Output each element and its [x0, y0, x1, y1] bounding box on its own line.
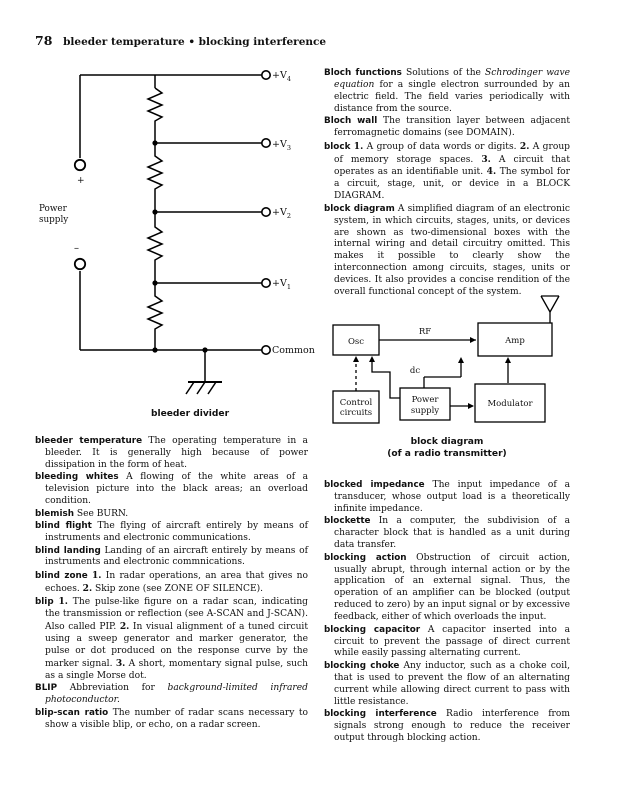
entry-text: The flying of aircraft entirely by means of instruments and electronic communications. [45, 521, 308, 544]
power-supply-label-1: Power [39, 204, 67, 214]
v1-label: $+V_1$ [272, 278, 291, 291]
dictionary-entry [35, 472, 308, 508]
entry-text: Abbreviation for [57, 683, 168, 694]
entry-text: In a computer, the subdivision of a character block that is handled as a unit during data transfer. [334, 516, 570, 551]
rf-label: RF [418, 327, 432, 337]
dictionary-entry [35, 570, 308, 596]
entry-text: Radio interference from signals strong enough to reduce the receiver output through blocking action. [334, 709, 570, 743]
entry-term: blocking interference [324, 709, 437, 720]
power-label-1: Power [411, 395, 439, 405]
entry-term: blockette [324, 516, 371, 527]
modulator-label: Modulator [487, 399, 533, 409]
dictionary-entry [324, 661, 570, 709]
dictionary-entry [35, 509, 308, 521]
v4-label: $+V_4$ [272, 70, 291, 83]
bleeder-divider-caption: bleeder divider [150, 409, 230, 419]
dictionary-entry [324, 480, 570, 516]
dictionary-entry [35, 546, 308, 570]
entry-text: 3. [481, 153, 491, 165]
dictionary-entry [324, 116, 570, 140]
entry-text: The symbol for a circuit, stage, unit, or device in a BLOCK DIAGRAM. [334, 167, 571, 202]
entry-text: A capacitor inserted into a circuit to prevent the passage of direct current while easily passing alternating current. [334, 624, 570, 659]
entry-text: See BURN. [73, 508, 129, 519]
entry-text: A flowing of the white areas of a television picture into the black areas; an overload condition. [45, 472, 308, 507]
amp-label: Amp [505, 336, 525, 346]
v3-label: $+V_3$ [272, 139, 291, 152]
entry-text: A group of data words or digits. [363, 141, 520, 152]
entry-term: bleeding whites [35, 472, 119, 483]
dictionary-entry [324, 709, 570, 745]
osc-label: Osc [347, 337, 365, 347]
entry-text: In radar operations, an area that gives no echoes. [45, 570, 308, 594]
entry-term: blemish [35, 508, 74, 519]
entry-text: 1. [353, 140, 364, 152]
entry-text: Schrodinger wave equation [334, 68, 570, 90]
entry-text: 2. [519, 140, 530, 152]
entry-term: blocking choke [324, 660, 400, 671]
entry-text: Landing of an aircraft entirely by means of instruments and electronic commnications. [45, 545, 308, 568]
entry-term: blip [35, 597, 54, 608]
dictionary-entry [324, 516, 570, 552]
right-column-top [324, 68, 570, 300]
entry-text: 2. [119, 621, 130, 633]
entry-text: In visual alignment of a tuned circuit using a sweep generator and marker generator, the pulse or dot produced on the response curve by the marker signal. [45, 622, 308, 669]
entry-text: The transition layer between adjacent ferromagnetic domains (see DOMAIN). [334, 116, 570, 139]
entry-text: 1. [91, 569, 102, 581]
block-diagram-caption [324, 436, 570, 460]
entry-text: background-limited infrared photoconductor. [45, 683, 308, 706]
entry-term: bleeder temperature [35, 436, 143, 446]
bleeder-divider-figure [0, 55, 315, 395]
entry-text: Skip zone (see ZONE OF SILENCE). [92, 583, 264, 594]
entry-term: blind zone [35, 570, 88, 581]
page-number: 78 [35, 33, 53, 48]
right-column-bottom [324, 480, 570, 746]
dictionary-entry [324, 625, 570, 661]
block-diagram-caption-line-2: (of a radio transmitter) [387, 449, 507, 459]
v2-label: $+V_2$ [272, 207, 291, 220]
entry-text: A short, momentary signal pulse, such as a single Morse dot. [45, 658, 308, 681]
dictionary-entry [35, 596, 308, 682]
entry-text: Obstruction of circuit action, usually abrupt, through internal action or by the application of an external signal. Thus, the operation of an amplifier can be blocked (output reduced to zero) by an input signal or by excessive feedback, either of which overloads the input. [334, 552, 570, 623]
running-title: bleeder temperature • blocking interference [63, 36, 327, 48]
entry-text: 1. [58, 596, 68, 608]
dictionary-entry [35, 436, 308, 472]
power-supply-label-2: supply [39, 215, 69, 225]
entry-term: blip-scan ratio [35, 707, 109, 718]
entry-term: blocking action [324, 552, 407, 563]
entry-text: A group of memory storage spaces. [334, 141, 570, 165]
control-label-2: circuits [339, 408, 373, 418]
entry-text: Any inductor, such as a choke coil, that is used to prevent the flow of an alternating current while allowing direct current to pass with little resistance. [334, 660, 570, 707]
dictionary-entry [324, 141, 570, 204]
dictionary-entry [35, 683, 308, 707]
dc-label: dc [409, 366, 421, 376]
dictionary-entry [35, 708, 308, 732]
entry-term: block [324, 141, 351, 152]
entry-text: Solutions of the [401, 68, 486, 78]
power-label-2: supply [410, 406, 440, 416]
entry-term: block diagram [324, 203, 395, 214]
dictionary-entry [324, 553, 570, 624]
block-diagram-figure [320, 290, 580, 430]
entry-text: The input impedance of a transducer, whose output load is a theoretically infinite impedance. [334, 480, 570, 514]
left-column [35, 436, 308, 732]
dictionary-entry [35, 521, 308, 545]
entry-text: The operating temperature in a bleeder. It is generally high because of power dissipation in the form of heat. [45, 436, 308, 470]
entry-term: Bloch functions [324, 68, 402, 78]
entry-text: 4. [486, 166, 497, 178]
entry-term: blocking capacitor [324, 624, 421, 635]
common-label: Common [272, 345, 315, 356]
entry-text: for a single electron surrounded by an electric field. The field varies periodically with distance from the source. [334, 79, 570, 114]
dictionary-entry [324, 68, 570, 116]
dictionary-entry [324, 204, 570, 299]
entry-term: BLIP [35, 683, 58, 694]
minus-label: – [74, 243, 79, 254]
entry-text: A simplified diagram of an electronic system, in which circuits, stages, units, or devices are shown as two-dimensional boxes with the internal wiring and detail circuitry omitted. This makes it possible to clearly show the interconnection among circuits, stages, units or devices. It also provides a concise rendition of the overall functional concept of the system. [334, 203, 570, 298]
control-label-1: Control [339, 398, 373, 408]
entry-term: blocked impedance [324, 480, 425, 490]
entry-term: Bloch wall [324, 116, 378, 127]
entry-text: 2. [82, 582, 93, 594]
plus-label: + [77, 176, 85, 186]
entry-text: A circuit that operates as an identifiable unit. [334, 154, 571, 178]
entry-term: blind flight [35, 521, 92, 532]
block-diagram-caption-line-1: block diagram [410, 437, 484, 447]
entry-text: The number of radar scans necessary to show a visible blip, or echo, on a radar screen. [45, 707, 308, 730]
running-header [35, 33, 326, 48]
entry-text: The pulse-like figure on a radar scan, indicating the transmission or reflection (see A-SCAN and J-SCAN). Also called PIP. [45, 597, 308, 633]
entry-term: blind landing [35, 545, 101, 556]
entry-text: 3. [115, 657, 126, 669]
